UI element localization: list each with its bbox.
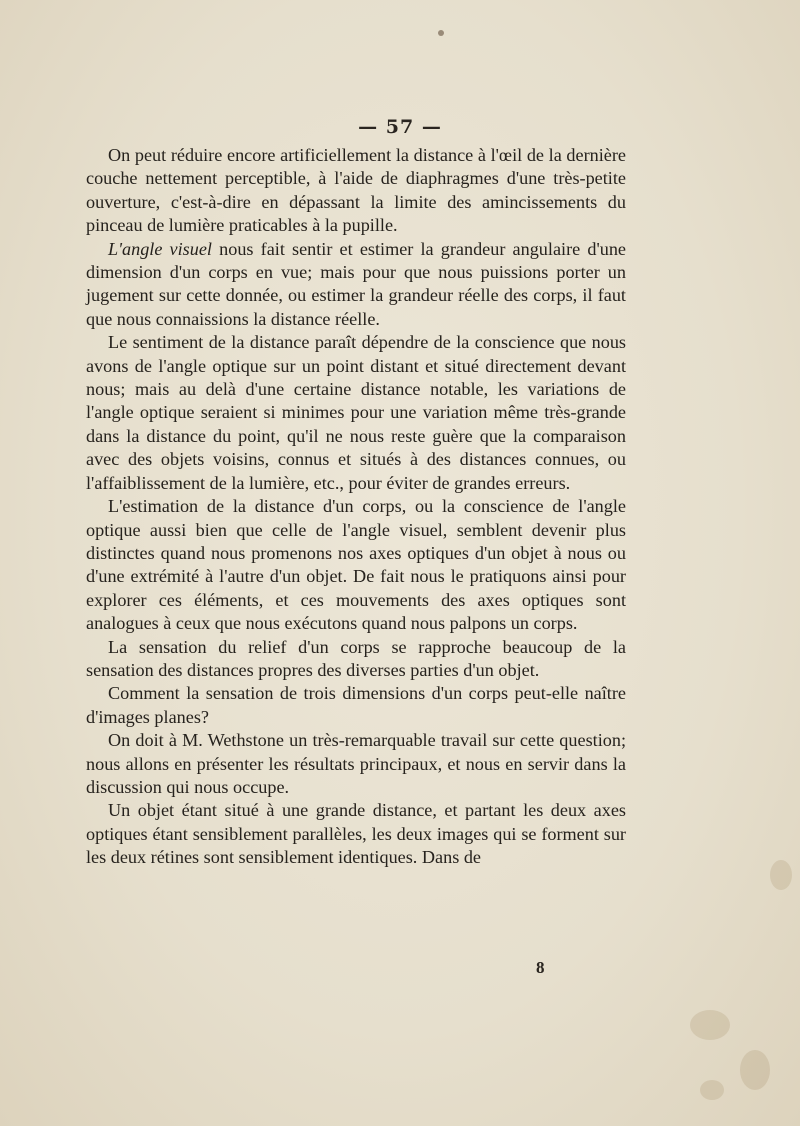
signature-mark: 8 <box>536 958 545 977</box>
italic-term: L'angle visuel <box>108 238 212 259</box>
paragraph-text: Un objet étant situé à une grande distance, et partant les deux axes optiques étant sensiblement parallèles, les deux images qui se forment sur les deux rétines sont sensiblement identiques. Dans de <box>86 800 626 868</box>
paragraph <box>86 495 626 635</box>
paragraph-text: nous fait sentir et estimer la grandeur angulaire d'une dimension d'un corps en vue; mais pour que nous puissions porter un jugement sur cette donnée, ou estimer la grandeur réelle des corps, il faut que nous connaissions la distance réelle. <box>86 238 626 329</box>
paragraph-text: L'estimation de la distance d'un corps, ou la conscience de l'angle optique aussi bien que celle de l'angle visuel, semblent devenir plus distinctes quand nous promenons nos axes optiques d'un objet à nous ou d'une extrémité à l'autre d'un objet. De fait nous le pratiquons ainsi pour explorer ces éléments, et ces mouvements des axes optiques sont analogues à ceux que nous exécutons quand nous palpons un corps. <box>86 496 626 634</box>
paragraph-text: On doit à M. Wethstone un très-remarquable travail sur cette question; nous allons en présenter les résultats principaux, et nous en servir dans la discussion qui nous occupe. <box>86 730 626 797</box>
foxing-stain <box>770 860 792 890</box>
paragraph <box>86 682 626 729</box>
body-text <box>86 144 626 870</box>
foxing-stain <box>700 1080 724 1100</box>
paragraph <box>86 636 626 683</box>
foxing-stain <box>740 1050 770 1090</box>
paragraph <box>86 331 626 495</box>
paragraph-text: La sensation du relief d'un corps se rapproche beaucoup de la sensation des distances propres des diverses parties d'un objet. <box>86 636 626 680</box>
paragraph <box>86 238 626 332</box>
paragraph-text: On peut réduire encore artificiellement la distance à l'œil de la dernière couche nettement perceptible, à l'aide de diaphragmes d'une très-petite ouverture, c'est-à-dire en dépassant la limite des amincissements du pinceau de lumière praticables à la pupille. <box>86 145 626 236</box>
paragraph <box>86 799 626 869</box>
paragraph-text: Le sentiment de la distance paraît dépendre de la conscience que nous avons de l'angle optique sur un point distant et situé directement devant nous; mais au delà d'une certaine distance notable, les variations de l'angle optique seraient si minimes pour une variation même très-grande dans la distance du point, qu'il ne nous reste guère que la comparaison avec des objets voisins, connus et situés à des distances connues, ou l'affaiblissement de la lumière, etc., pour éviter de grandes erreurs. <box>86 332 626 493</box>
page-number: — 57 — <box>358 116 442 138</box>
paragraph <box>86 729 626 799</box>
ink-speck <box>438 30 444 36</box>
paragraph-text: Comment la sensation de trois dimensions d'un corps peut-elle naître d'images planes? <box>86 683 626 727</box>
paragraph <box>86 144 626 238</box>
foxing-stain <box>690 1010 730 1040</box>
